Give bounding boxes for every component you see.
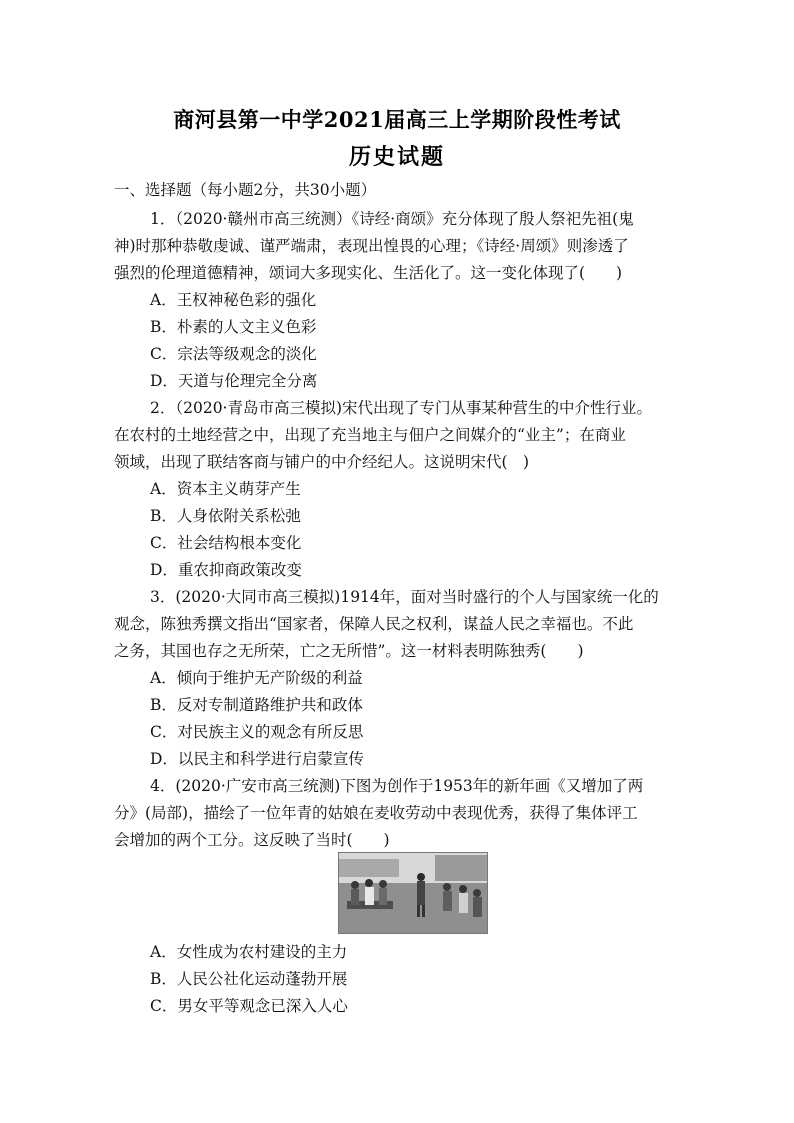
- question-1-line-2: 神)时那种恭敬虔诚、谨严端肃，表现出惶畏的心理；《诗经·周颂》则渗透了: [114, 237, 629, 255]
- question-3-line-1: 3．(2020·大同市高三模拟)1914年，面对当时盛行的个人与国家统一化的: [150, 588, 659, 606]
- question-4-option-b: B．人民公社化运动蓬勃开展: [150, 970, 348, 988]
- question-1-line-3: 强烈的伦理道德精神，颂词大多现实化、生活化了。这一变化体现了( ): [114, 264, 623, 282]
- question-2-option-d: D．重农抑商政策改变: [150, 561, 302, 579]
- question-3-option-c: C．对民族主义的观念有所反思: [150, 723, 364, 741]
- question-1-option-c: C．宗法等级观念的淡化: [150, 345, 317, 363]
- section-heading: 一、选择题（每小题2分，共30小题）: [114, 181, 377, 199]
- question-4-line-2: 分》(局部)，描绘了一位年青的姑娘在麦收劳动中表现优秀，获得了集体评工: [114, 804, 638, 822]
- question-1-option-d: D．天道与伦理完全分离: [150, 372, 318, 390]
- question-2-option-b: B．人身依附关系松弛: [150, 507, 301, 525]
- question-4-line-1: 4．(2020·广安市高三统测)下图为创作于1953年的新年画《又增加了两: [150, 777, 644, 795]
- question-1-option-a: A．王权神秘色彩的强化: [150, 291, 317, 309]
- exam-title: 商河县第一中学2021届高三上学期阶段性考试: [173, 107, 621, 132]
- question-3-option-d: D．以民主和科学进行启蒙宣传: [150, 750, 364, 768]
- painting-illustration: [339, 853, 487, 933]
- question-4-option-a: A．女性成为农村建设的主力: [150, 943, 348, 961]
- question-3-option-a: A．倾向于维护无产阶级的利益: [150, 669, 363, 687]
- question-2-line-1: 2．（2020·青岛市高三模拟)宋代出现了专门从事某种营生的中介性行业。: [150, 399, 653, 417]
- question-4-option-c: C．男女平等观念已深入人心: [150, 997, 348, 1015]
- question-3-line-3: 之务，其国也存之无所荣，亡之无所惜”。这一材料表明陈独秀( ): [114, 642, 584, 660]
- question-4-line-3: 会增加的两个工分。这反映了当时( ): [114, 831, 390, 849]
- question-2-line-3: 领域，出现了联结客商与铺户的中介经纪人。这说明宋代( ): [114, 453, 530, 471]
- question-2-line-2: 在农村的土地经营之中，出现了充当地主与佃户之间媒介的“业主”；在商业: [114, 426, 626, 444]
- new-year-painting-image: [338, 852, 488, 934]
- question-3-line-2: 观念，陈独秀撰文指出“国家者，保障人民之权利，谋益人民之幸福也。不此: [114, 615, 634, 633]
- question-2-option-c: C．社会结构根本变化: [150, 534, 302, 552]
- question-3-option-b: B．反对专制道路维护共和政体: [150, 696, 363, 714]
- question-1-line-1: 1．（2020·赣州市高三统测）《诗经·商颂》充分体现了殷人祭祀先祖(鬼: [150, 210, 634, 228]
- question-1-option-b: B．朴素的人文主义色彩: [150, 318, 317, 336]
- question-2-option-a: A．资本主义萌芽产生: [150, 480, 301, 498]
- exam-subtitle: 历史试题: [348, 144, 445, 170]
